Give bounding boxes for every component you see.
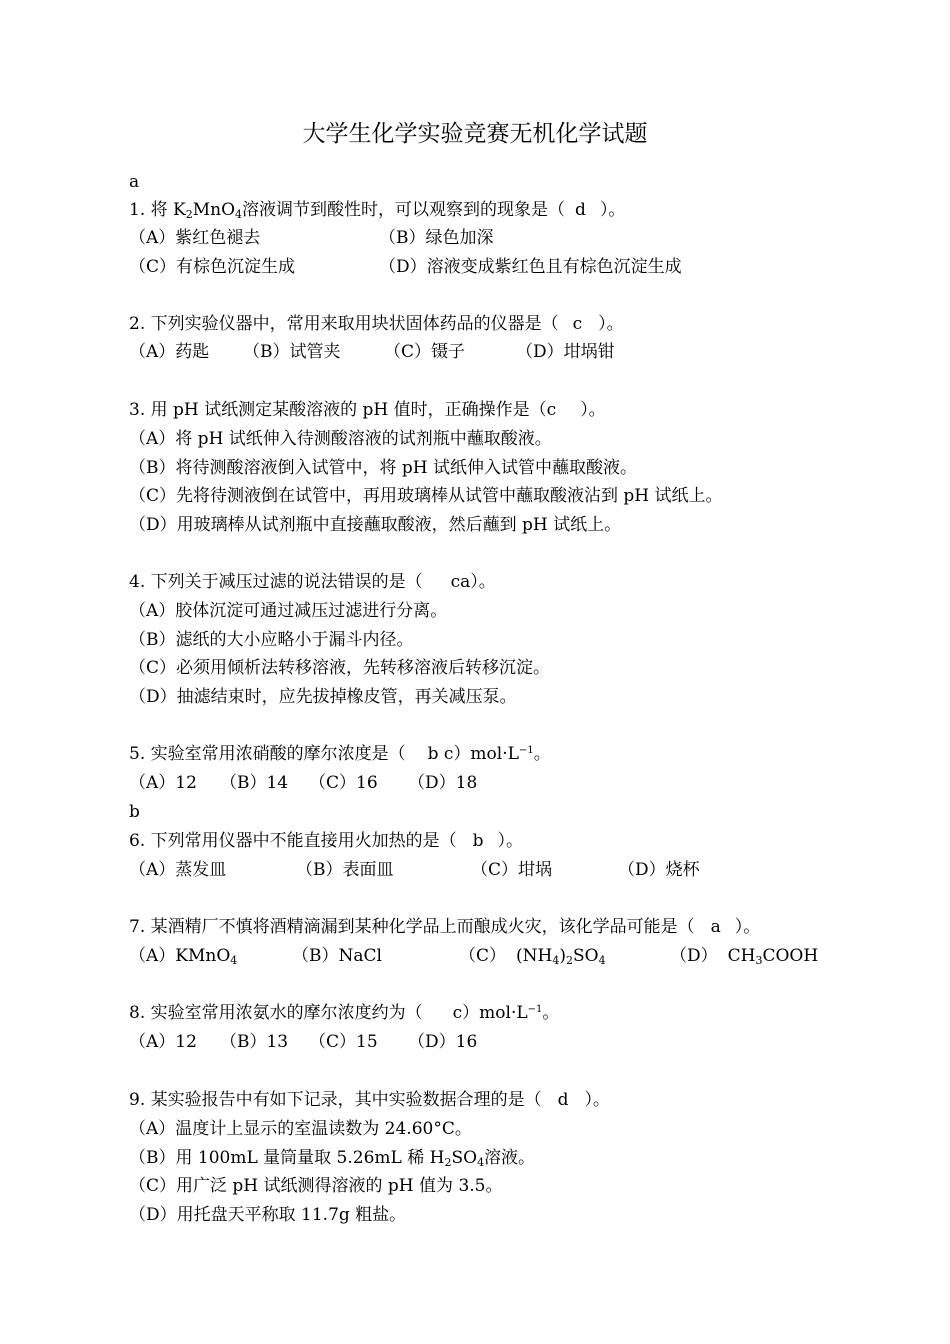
- question-8-stem: [129, 1003, 559, 1023]
- q3-answer: c: [546, 400, 557, 420]
- question-6-stem: [129, 831, 523, 851]
- q6-answer: b: [472, 831, 484, 851]
- q9-option-a: （A）温度计上显示的室温读数为 24.60°C。: [129, 1119, 472, 1139]
- q8-option-a: （A）12: [129, 1032, 197, 1052]
- q9-answer: d: [557, 1090, 569, 1110]
- q4-option-b: （B）滤纸的大小应略小于漏斗内径。: [129, 630, 414, 650]
- q7-option-d-t1: CH: [727, 946, 756, 966]
- q3-option-d: （D）用玻璃棒从试剂瓶中直接蘸取酸液，然后蘸到 pH 试纸上。: [129, 515, 622, 535]
- q7-option-d-t2: COOH: [762, 946, 819, 966]
- q8-answer: c: [452, 1003, 463, 1023]
- q7-option-a-text: （A）KMnO: [129, 946, 231, 966]
- q4-option-a: （A）胶体沉淀可通过减压过滤进行分离。: [129, 601, 448, 621]
- question-9-stem: [129, 1090, 610, 1110]
- q7-option-c-s2: 2: [566, 954, 573, 967]
- q1-text-3: 溶液调节到酸性时，可以观察到的现象是（: [242, 200, 566, 220]
- question-4-stem: [129, 572, 496, 592]
- q1-sub-1: 2: [185, 208, 193, 221]
- q9-option-d: （D）用托盘天平称取 11.7g 粗盐。: [129, 1205, 407, 1225]
- q9-option-b-t3: 溶液。: [484, 1148, 536, 1168]
- q4-text: 4. 下列关于减压过滤的说法错误的是（: [129, 572, 423, 592]
- q2-option-a: （A）药匙: [129, 342, 210, 362]
- q3-end: ）。: [580, 400, 606, 420]
- q5-sup: −1: [518, 745, 534, 756]
- q7-option-b: （B）NaCl: [292, 946, 382, 966]
- q4-option-d: （D）抽滤结束时，应先拔掉橡皮管，再关减压泵。: [129, 687, 517, 707]
- q2-text: 2. 下列实验仪器中，常用来取用块状固体药品的仪器是（: [129, 314, 559, 334]
- q9-option-b-s1: 2: [444, 1156, 452, 1169]
- q8-text: 8. 实验室常用浓氨水的摩尔浓度约为（: [129, 1003, 423, 1023]
- q1-text-4: ）。: [599, 200, 626, 220]
- q2-option-c: （C）镊子: [384, 342, 466, 362]
- q5-option-c: （C）16: [309, 773, 378, 793]
- q6-option-b: （B）表面皿: [296, 860, 394, 880]
- q7-option-c-s3: 4: [598, 954, 606, 967]
- q9-option-b: [129, 1148, 535, 1168]
- q7-option-c-t1: (NH: [516, 946, 553, 966]
- q6-option-d: （D）烧杯: [618, 860, 700, 880]
- section-marker-a: a: [129, 172, 140, 192]
- q8-option-c: （C）15: [309, 1032, 378, 1052]
- q1-text-1: 将 K: [150, 200, 186, 220]
- q7-option-a: [129, 946, 237, 966]
- q7-text: 7. 某酒精厂不慎将酒精滴漏到某种化学品上而酿成火灾，该化学品可能是（: [129, 917, 695, 937]
- document-title: 大学生化学实验竞赛无机化学试题: [302, 121, 648, 147]
- q3-option-c: （C）先将待测液倒在试管中，再用玻璃棒从试管中蘸取酸液沾到 pH 试纸上。: [129, 486, 723, 506]
- q8-sup: −1: [527, 1004, 543, 1015]
- q8-option-b: （B）13: [220, 1032, 289, 1052]
- q7-option-a-sub: 4: [230, 954, 238, 967]
- q2-end: ）。: [598, 314, 624, 334]
- q5-end-2: 。: [533, 744, 551, 764]
- section-marker-b: b: [129, 802, 140, 822]
- q7-option-c-label: （C）: [459, 946, 507, 966]
- q4-answer: ca: [450, 572, 471, 592]
- q6-option-c: （C）坩埚: [471, 860, 553, 880]
- q9-option-b-s2: 4: [477, 1156, 485, 1169]
- q1-option-c: （C）有棕色沉淀生成: [129, 257, 296, 277]
- q1-text-2: MnO: [192, 200, 236, 220]
- q7-answer: a: [710, 917, 721, 937]
- q7-option-c-t2: ): [559, 946, 566, 966]
- q3-text: 3. 用 pH 试纸测定某酸溶液的 pH 值时，正确操作是（: [129, 400, 547, 420]
- q9-option-c: （C）用广泛 pH 试纸测得溶液的 pH 值为 3.5。: [129, 1176, 503, 1196]
- q5-end: ）mol·L: [453, 744, 519, 764]
- q9-end: ）。: [584, 1090, 611, 1110]
- q5-option-b: （B）14: [220, 773, 289, 793]
- q6-option-a: （A）蒸发皿: [129, 860, 227, 880]
- question-1-stem: [129, 200, 625, 220]
- q7-option-d: [670, 946, 818, 966]
- q9-text: 9. 某实验报告中有如下记录，其中实验数据合理的是（: [129, 1090, 542, 1110]
- q5-option-a: （A）12: [129, 773, 197, 793]
- q1-answer: d: [575, 200, 586, 220]
- q7-option-d-s1: 3: [755, 954, 763, 967]
- q7-option-d-label: （D）: [670, 946, 718, 966]
- q5-option-d: （D）18: [408, 773, 478, 793]
- q3-option-b: （B）将待测酸溶液倒入试管中，将 pH 试纸伸入试管中蘸取酸液。: [129, 458, 638, 478]
- q4-option-c: （C）必须用倾析法转移溶液，先转移溶液后转移沉淀。: [129, 658, 551, 678]
- q9-option-b-t1: （B）用 100mL 量筒量取 5.26mL 稀 H: [129, 1148, 445, 1168]
- q7-option-c-s1: 4: [552, 954, 560, 967]
- q2-option-d: （D）坩埚钳: [516, 342, 615, 362]
- q1-sub-2: 4: [235, 208, 243, 221]
- q4-end: ）。: [470, 572, 496, 592]
- q1-number: 1.: [129, 200, 146, 220]
- q7-option-c: [459, 946, 606, 966]
- question-2-stem: [129, 314, 624, 334]
- q5-answer: b c: [427, 744, 454, 764]
- q8-option-d: （D）16: [408, 1032, 478, 1052]
- question-7-stem: [129, 917, 760, 937]
- q1-option-a: （A）紫红色褪去: [129, 228, 261, 248]
- q6-text: 6. 下列常用仪器中不能直接用火加热的是（: [129, 831, 457, 851]
- q2-option-b: （B）试管夹: [243, 342, 341, 362]
- q8-end: ）mol·L: [462, 1003, 528, 1023]
- q6-end: ）。: [497, 831, 524, 851]
- question-5-stem: [129, 744, 551, 764]
- q2-answer: c: [572, 314, 583, 334]
- q1-option-b: （B）绿色加深: [379, 228, 494, 248]
- q7-option-c-t3: SO: [573, 946, 599, 966]
- q5-text: 5. 实验室常用浓硝酸的摩尔浓度是（: [129, 744, 406, 764]
- question-3-stem: [129, 400, 606, 420]
- q1-option-d: （D）溶液变成紫红色且有棕色沉淀生成: [379, 257, 682, 277]
- q7-end: ）。: [734, 917, 761, 937]
- q9-option-b-t2: SO: [451, 1148, 478, 1168]
- q8-end-2: 。: [542, 1003, 560, 1023]
- q3-option-a: （A）将 pH 试纸伸入待测酸溶液的试剂瓶中蘸取酸液。: [129, 429, 552, 449]
